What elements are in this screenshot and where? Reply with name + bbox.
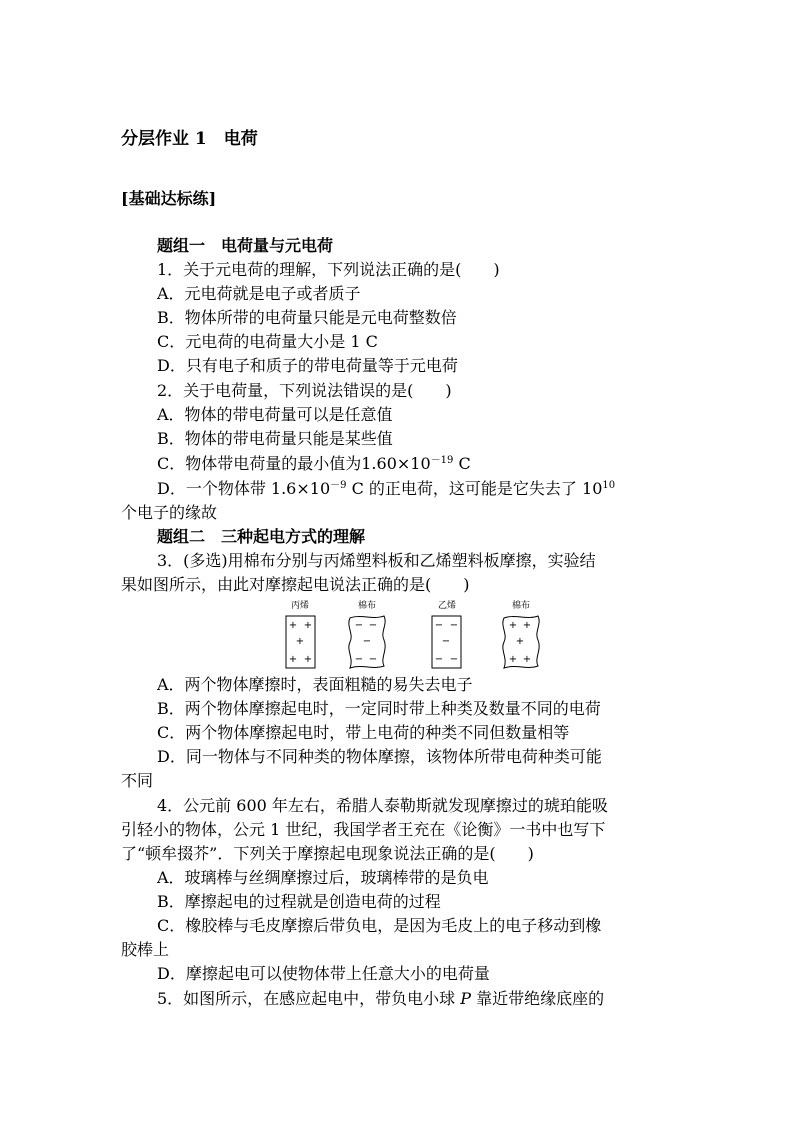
cotton-2-plus-charges — [509, 620, 531, 665]
svg-text:+: + — [288, 654, 298, 665]
svg-text:−: − — [434, 620, 444, 631]
svg-text:−: − — [434, 654, 444, 665]
figure-label-propylene: 丙烯 — [290, 601, 310, 611]
q3-stem-line-1: 3．(多选)用棉布分别与丙烯塑料板和乙烯塑料板摩擦，实验结 — [157, 551, 596, 570]
svg-text:−: − — [354, 654, 364, 665]
q2-option-c: C．物体带电荷量的最小值为$1.60\times 10^{-19}$ C — [157, 454, 471, 473]
svg-text:+: + — [303, 654, 313, 665]
propylene-plus-charges — [289, 620, 312, 665]
svg-text:−: − — [362, 636, 372, 647]
svg-text:+: + — [515, 636, 525, 647]
q4-option-c-line-1: C．橡胶棒与毛皮摩擦后带负电，是因为毛皮上的电子移动到橡 — [157, 916, 602, 935]
group-heading-1: 题组一 电荷量与元电荷 — [157, 236, 334, 255]
svg-text:+: + — [508, 620, 518, 631]
page-title: 分层作业 1 电荷 — [121, 129, 258, 149]
q4-stem-line-3: 了“顿牟掇芥”．下列关于摩擦起电现象说法正确的是( ) — [121, 844, 534, 863]
q3-option-d-line-2: 不同 — [121, 771, 154, 790]
svg-text:+: + — [303, 620, 313, 631]
svg-text:−: − — [441, 636, 451, 647]
figure-label-ethylene: 乙烯 — [437, 601, 457, 611]
svg-text:+: + — [522, 654, 532, 665]
q1-option-a: A．元电荷就是电子或者质子 — [157, 284, 361, 303]
q1-option-d: D．只有电子和质子的带电荷量等于元电荷 — [157, 356, 458, 375]
ethylene-minus-charges — [435, 620, 458, 665]
svg-text:+: + — [288, 620, 298, 631]
q2-option-b: B．物体的带电荷量只能是某些值 — [157, 429, 393, 448]
q4-stem-line-2: 引轻小的物体，公元 1 世纪，我国学者王充在《论衡》一书中也写下 — [121, 820, 606, 839]
cotton-1-minus-charges — [355, 620, 377, 665]
q4-stem-line-1: 4．公元前 600 年左右，希腊人泰勒斯就发现摩擦过的琥珀能吸 — [157, 796, 608, 815]
svg-text:+: + — [522, 620, 532, 631]
q2-option-d-continued: 个电子的缘故 — [121, 503, 218, 522]
figure-label-cotton-2: 棉布 — [511, 601, 531, 611]
q4-option-d: D．摩擦起电可以使物体带上任意大小的电荷量 — [157, 964, 490, 983]
q1-option-b: B．物体所带的电荷量只能是元电荷整数倍 — [157, 308, 457, 327]
q3-stem-line-2: 果如图所示，由此对摩擦起电说法正确的是( ) — [121, 575, 470, 594]
svg-text:−: − — [354, 620, 364, 631]
group-heading-2: 题组二 三种起电方式的理解 — [157, 527, 366, 546]
q4-option-a: A．玻璃棒与丝绸摩擦过后，玻璃棒带的是负电 — [157, 868, 489, 887]
friction-charge-figure — [270, 598, 570, 674]
q4-option-b: B．摩擦起电的过程就是创造电荷的过程 — [157, 892, 441, 911]
q2-option-d: D．一个物体带 $1.6\times 10^{-9}$ C 的正电荷，这可能是它失去了 $10^{10}$ — [157, 479, 616, 498]
svg-text:−: − — [368, 654, 378, 665]
q2-stem: 2．关于电荷量，下列说法错误的是( ) — [157, 381, 452, 400]
q5-stem: 5．如图所示，在感应起电中，带负电小球 P 靠近带绝缘底座的 — [157, 989, 605, 1008]
q1-stem: 1．关于元电荷的理解，下列说法正确的是( ) — [157, 260, 500, 279]
section-heading: [基础达标练] — [121, 189, 217, 208]
q2-option-a: A．物体的带电荷量可以是任意值 — [157, 405, 393, 424]
q1-option-c: C．元电荷的电荷量大小是 1 C — [157, 332, 378, 351]
svg-text:−: − — [449, 654, 459, 665]
q3-option-d-line-1: D．同一物体与不同种类的物体摩擦，该物体所带电荷种类可能 — [157, 747, 602, 766]
svg-text:−: − — [368, 620, 378, 631]
q4-option-c-line-2: 胶棒上 — [121, 940, 170, 959]
svg-text:−: − — [449, 620, 459, 631]
q3-option-b: B．两个物体摩擦起电时，一定同时带上种类及数量不同的电荷 — [157, 699, 601, 718]
svg-text:+: + — [508, 654, 518, 665]
svg-text:+: + — [295, 636, 305, 647]
q3-option-a: A．两个物体摩擦时，表面粗糙的易失去电子 — [157, 675, 473, 694]
q3-option-c: C．两个物体摩擦起电时，带上电荷的种类不同但数量相等 — [157, 723, 570, 742]
figure-label-cotton-1: 棉布 — [357, 601, 377, 611]
